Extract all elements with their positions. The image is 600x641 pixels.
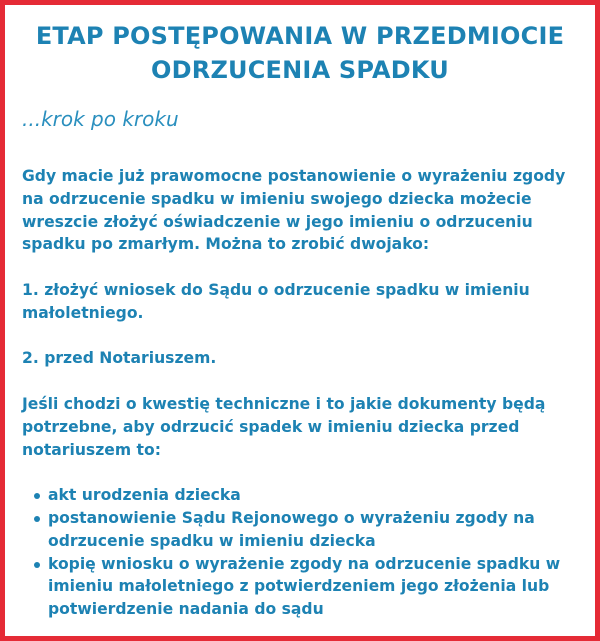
bullet-icon — [34, 516, 40, 522]
documents-intro-paragraph: Jeśli chodzi o kwestię techniczne i to jakie dokumenty będą potrzebne, aby odrzucić spadek w imieniu dziecka przed notariuszem to: — [22, 394, 546, 459]
subtitle: ...krok po kroku — [22, 107, 179, 131]
list-item-text: postanowienie Sądu Rejonowego o wyrażeniu zgody na odrzucenie spadku w imieniu dziecka — [48, 508, 535, 550]
list-item — [22, 484, 585, 507]
list-item-text: kopię wniosku o wyrażenie zgody na odrzucenie spadku w imieniu małoletniego z potwierdzeniem jego złożenia lub potwierdzenie nadania do sądu — [48, 554, 561, 619]
document-body — [22, 165, 585, 621]
title-line-1: ETAP POSTĘPOWANIA W PRZEDMIOCIE — [35, 22, 565, 50]
option-notary-paragraph: 2. przed Notariuszem. — [22, 349, 217, 368]
list-item — [22, 553, 585, 621]
intro-paragraph: Gdy macie już prawomocne postanowienie o wyrażeniu zgody na odrzucenie spadku w imieniu swojego dziecka możecie wreszcie złożyć oświadczenie w jego imieniu o odrzuceniu spadku po zmarłym. Można to zrobić dwojako: — [22, 167, 566, 254]
bullet-icon — [34, 562, 40, 568]
list-item — [22, 507, 585, 553]
title-line-2: ODRZUCENIA SPADKU — [151, 56, 449, 84]
option-court-paragraph: 1. złożyć wniosek do Sądu o odrzucenie spadku w imieniu małoletniego. — [22, 280, 530, 322]
document-title — [5, 19, 595, 87]
list-item-text: akt urodzenia dziecka — [48, 486, 241, 505]
documents-list — [22, 484, 585, 621]
bullet-icon — [34, 493, 40, 499]
